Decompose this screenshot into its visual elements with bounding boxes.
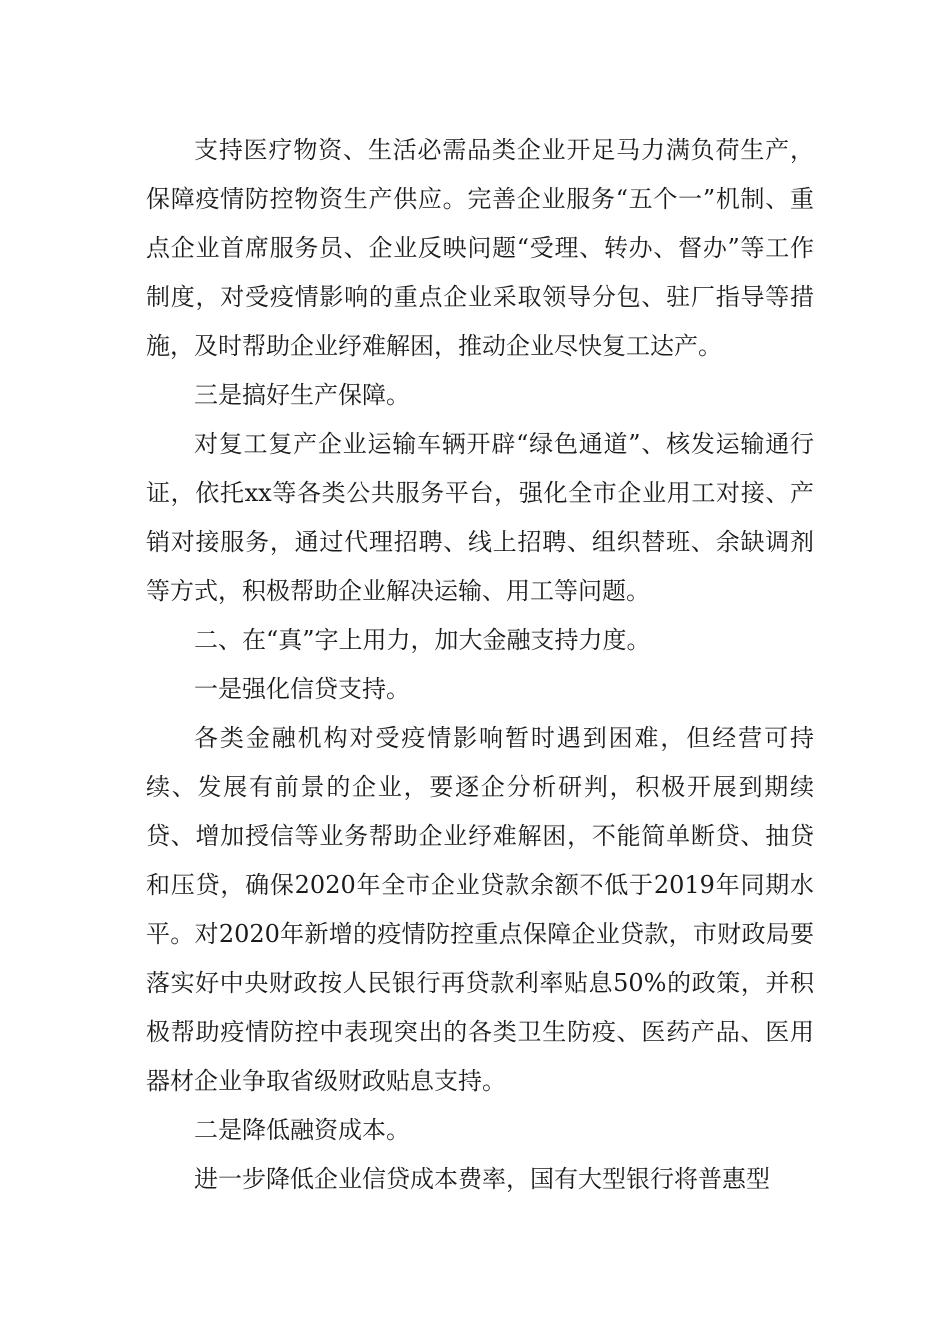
- heading-financial-support: 二、在“真”字上用力，加大金融支持力度。: [194, 626, 651, 654]
- heading-production-guarantee: 三是搞好生产保障。: [194, 381, 410, 409]
- paragraph-transport-labor: 对复工复产企业运输车辆开辟“绿色通道”、核发运输通行证，依托xx等各类公共服务平台，强化全市企业用工对接、产销对接服务，通过代理招聘、线上招聘、组织替班、余缺调剂等方式，积极帮助企业解决运输、用工等问题。: [146, 430, 814, 605]
- document-body: [146, 126, 814, 1204]
- heading-credit-support: 一是强化信贷支持。: [194, 675, 410, 703]
- paragraph-financing-cost: 进一步降低企业信贷成本费率，国有大型银行将普惠型: [194, 1165, 770, 1193]
- heading-financing-cost: 二是降低融资成本。: [194, 1116, 410, 1144]
- paragraph-credit-details: 各类金融机构对受疫情影响暂时遇到困难，但经营可持续、发展有前景的企业，要逐企分析研判，积极开展到期续贷、增加授信等业务帮助企业纾难解困，不能简单断贷、抽贷和压贷，确保2020年全市企业贷款余额不低于2019年同期水平。对2020年新增的疫情防控重点保障企业贷款，市财政局要落实好中央财政按人民银行再贷款利率贴息50%的政策，并积极帮助疫情防控中表现突出的各类卫生防疫、医药产品、医用器材企业争取省级财政贴息支持。: [146, 724, 814, 1095]
- paragraph-enterprise-support: 支持医疗物资、生活必需品类企业开足马力满负荷生产，保障疫情防控物资生产供应。完善企业服务“五个一”机制、重点企业首席服务员、企业反映问题“受理、转办、督办”等工作制度，对受疫情影响的重点企业采取领导分包、驻厂指导等措施，及时帮助企业纾难解困，推动企业尽快复工达产。: [146, 136, 814, 360]
